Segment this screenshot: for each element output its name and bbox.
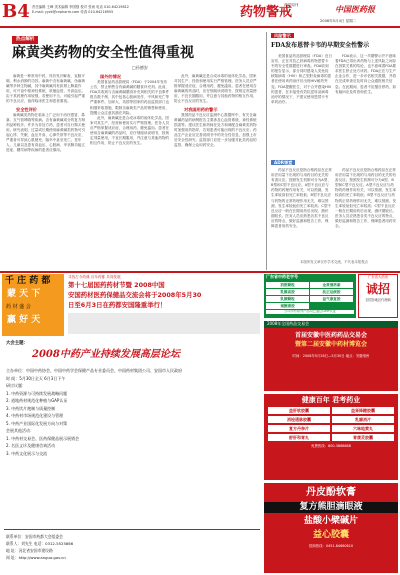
forum-title: 2008中药产业持续发展高层论坛: [32, 349, 180, 360]
masthead-info: 责任编辑 王峰 美术编辑 李国强 校对 张雨 电话 010-64219812 E-mail: yyzk@cnpharm.com 传真 010-64216955: [32, 5, 129, 14]
forum-line: 5. 中药产业国际化发展方向与对策: [6, 420, 68, 426]
product-grid: [266, 282, 354, 309]
left-article: [4, 32, 262, 270]
forum-line: 3. 中药饮片炮制与质量控制: [6, 405, 56, 411]
page-number: B4: [2, 1, 30, 22]
paper-logo: 中国医药报: [335, 4, 375, 14]
ad-qianzhuang: 千 庄 药 都 蒙 天 下 药 材 盛 会 赢 好 天: [2, 274, 64, 336]
product-cell: 乳腺高胶: [266, 289, 309, 295]
subhead-abroad: 国外的情况: [100, 74, 121, 79]
left-byline: □孙德安: [132, 65, 148, 70]
subhead-china: 对我国用药的警示: [184, 106, 218, 112]
left-column-2: 国外的情况 美国食品药品管理局（FDA）于2004年发布公告，禁止销售含有麻黄碱的膳食补充剂。此前，FDA共收到与含麻黄碱膳食补充剂相关的不良事件报告数千例，其中包括心脏病发作、中风和死亡等严重事件。加拿大、英国等国家的药品监管部门也相继采取措施，限制含麻黄类产品的销售和使用，提醒公众注意其潜在风险。 此外，麻黄碱还是合成冰毒的前体化学品，国家对其生产、经营和使用实行严格管理。医务人员应严格掌握适应症，合理用药，避免滥用。患者在使用含麻黄碱的药品时，应仔细阅读说明书，按规定剂量使用，不宜长期服用，并注意与其他药物的相互作用，防止不良反应的发生。: [90, 74, 170, 146]
drug-cell: 复方丹参片: [268, 425, 330, 432]
forum-line: 2. 名医义诊及健康咨询活动: [6, 443, 56, 448]
article-label: 热点解析: [12, 36, 38, 44]
right-article: [266, 32, 398, 270]
ad-recruitment: 广东省大药房 诚招 全国各地区代理商: [358, 274, 398, 318]
product-cell: 消银颗粒: [266, 282, 309, 288]
masthead-rule: [0, 26, 400, 28]
ad-danpi: 丹皮酚软膏 复方熊胆滴眼液 盐酸小檗碱片 益心胶囊 招商热线：0451-84660610: [264, 483, 398, 573]
forum-contact-box: [4, 529, 260, 569]
product-cell: 颈腰康胶: [266, 303, 309, 309]
issue-date: 2008年5月4日 星期二: [320, 19, 357, 23]
ad1-title: 千 庄 药 都: [5, 276, 51, 286]
forum-line: 3. 中药文化展示与交流: [6, 450, 48, 456]
forum-line: 2. 道地药材规范化种植与GAP认证: [6, 398, 68, 403]
disclaimer: 本版所发文章仅作学术交流，不代表本报观点: [300, 260, 368, 264]
ad-anhui-fair: 2008年全国药品交易会 首届安徽中医药药品交易会 暨第二届安徽中药材博览会 时间：2008年5月28日—5月30日 地点：安徽亳州: [264, 321, 398, 391]
drug-cell: 益肝软胶囊: [268, 407, 330, 414]
drug-cell: 六味地黄丸: [332, 425, 394, 432]
right-column-2: FDA表示，这一早期警示并不意味着FDA已得出该药物与上述风险之间存在因果关系的结论，也不意味着FDA要求医生停止处方该药。FDA正在与生产企业合作，进一步评估相关数据，并将在完成审查后及时向公众通报相关信息。在此期间，患者不应擅自停药，如有疑问应及时咨询医生。: [335, 54, 397, 94]
drug-cell: 舒肝和胃丸: [268, 434, 330, 441]
forum-line: 1. 中药材交易会、医药保健品展示展销会: [6, 435, 80, 441]
forum-line: 研讨议题：: [6, 383, 26, 388]
section-title: 药物警戒: [240, 5, 293, 20]
right-column-1: 美国食品药品管理局（FDA）近日宣布，正在对抗乙肝病毒药物恩替卡韦的安全性数据进行审查。FDA收到的报告显示，部分同时感染人类免疫缺陷病毒（HIV）和乙型肝炎病毒的患者在使用该药治疗后出现HIV耐药突变。FDA提醒医生，对于合并感染HIV的患者，在未接受有效抗逆转录病毒治疗的情况下，不建议使用恩替卡韦单药治疗。: [271, 54, 332, 104]
forum-details: [6, 367, 258, 457]
adr-column-1: 药品不良反应是指合格药品在正常用法用量下出现的与用药目的无关的有害反应。按照发生机制可分为A型、B型和C型不良反应。A型不良反应与药物的药理作用有关，可以预测，发生率较高但死亡率较低；B型不良反应与药物的正常药理作用无关，难以预测，发生率较低但死亡率较高；C型不良反应一般在长期用药后出现，潜伏期较长。医务人员应熟悉各类不良反应的特点，做好监测和报告工作，保障患者用药安全。: [271, 168, 332, 229]
contact-line: 联系人：刘先生 电话：0312-5525866: [6, 541, 74, 546]
contact-line: 联系单位：安国市药都大会组委会: [6, 534, 63, 539]
left-column-3: 此外，麻黄碱还是合成冰毒的前体化学品，国家对其生产、经营和使用实行严格管理。医务人员应严格掌握适应症，合理用药，避免滥用。患者在使用含麻黄碱的药品时，应仔细阅读说明书，按规定剂量使用，不宜长期服用，并注意与其他药物的相互作用，防止不良反应的发生。 对我国用药的警示 我国药品不良反应监测中心数据库中，有关含麻黄碱药品的病例报告主要涉及心血管系统、神经系统损害等。建议医生和药师在处方和调配含麻黄类药物时加强用药指导，告知患者可能出现的不良反应；药品生产企业应完善说明书中的安全性信息，加强上市后安全性研究；监管部门应进一步加强对此类药品的监管，确保公众用药安全。: [174, 74, 260, 268]
forum-line: 4. 中药材市场规范化建设与管理: [6, 413, 64, 418]
ads-rule: [0, 271, 400, 273]
drug-cell: 胃康灵胶囊: [332, 434, 394, 441]
product-cell: 扶正祛瘀胶: [310, 289, 353, 295]
forum-line: 主办单位：中国中药协会、中国中药学会保健产品专业委员会、中国药材集团公司、安国市人民政府: [6, 368, 182, 373]
drug-cell: 消栓通脉胶囊: [268, 416, 330, 423]
adr-column-2: 药品不良反应是指合格药品在正常用法用量下出现的与用药目的无关的有害反应。按照发生机制可分为A型、B型和C型不良反应。A型不良反应与药物的药理作用有关，可以预测，发生率较高但死亡率较低；B型不良反应与药物的正常药理作用无关，难以预测，发生率较低但死亡率较高；C型不良反应一般在长期用药后出现，潜伏期较长。医务人员应熟悉各类不良反应的特点，做好监测和报告工作，保障患者用药安全。: [335, 168, 397, 229]
forum-line: 1. 中药资源与可持续发展战略问题: [6, 390, 68, 396]
product-cell: 益气康复胶: [310, 296, 353, 302]
forum-line: 时 间：5月30日全天 6月3日下午: [6, 375, 66, 381]
ad-junkao: 健康百年 君考药业 益肝软胶囊 益肾降糖胶囊 消栓通脉胶囊 乳癖消片 复方丹参片 六味地黄丸 舒肝和胃丸 胃康灵胶囊 免费热线：800-3868688: [264, 394, 398, 480]
left-headline: 麻黄类药物的安全性值得重视: [12, 45, 194, 61]
drug-grid: [264, 404, 398, 444]
right-headline: FDA发布恩替卡韦的早期安全性警示: [271, 42, 370, 49]
product-cell: 乳腺颗粒: [266, 296, 309, 302]
masthead: [0, 0, 400, 28]
subhead-safety: 安全性评价: [16, 106, 37, 112]
drug-cell: 乳癖消片: [332, 416, 394, 423]
ad-guangdong-product: 广东省中药老字号 消银颗粒 金黄清洛素 乳腺高胶 扶正祛瘀胶 乳腺颗粒 益气康复胶 颈腰康胶 公司所有系列产品均已通过GMP认证: [264, 274, 356, 318]
ad-forum: 大会主题： 2008中药产业持续发展高层论坛 主办单位：中国中药协会、中国中药学会保健产品专业委员会、中国药材集团公司、安国市人民政府 时 间：5月30日全天 6月3日下午 研讨议题： 1. 中药资源与可持续发展战略问题 2. 道地药材规范化种植与GAP认证 3. 中药饮片炮制与质量控制 4. 中药材市场规范化建设与管理 5. 中药产业国际化发展方向与对策 会展其他活动： 1. 中药材交易会、医药保健品展示展销会 2. 名医义诊及健康咨询活动 3. 中药文化展示与交流 联系单位：安国市药都大会组委会 联系人：刘先生 电话：0312-5525866 地 址：河北省安国市建设路 网 址：http://www.anguo.gov.cn: [2, 339, 262, 573]
left-column-1: 麻黄是一种常用中药，具有发汗解表、宣肺平喘、利水消肿的功效。麻黄中含有麻黄碱、伪麻黄碱等多种生物碱，其中麻黄碱具有拟肾上腺素作用，可兴奋中枢神经系统，收缩血管，升高血压。由于其药理作用较强，若使用不当，可能引起严重的不良反应，值得临床医生和患者重视。 安全性评价 麻黄碱类药物在临床上广泛用于治疗感冒、鼻塞、支气管哮喘等疾病。含有麻黄碱成分的复方制剂品种较多，许多为非处方药，患者可自行购买使用。研究表明，过量或长期使用麻黄碱类药物可引起心悸、失眠、血压升高、心律失常等不良反应，严重者可导致心肌梗死、脑卒中甚至死亡。老年人、儿童以及患有高血压、心脏病、甲状腺功能亢进症、糖尿病等疾病的患者应慎用。: [6, 74, 86, 153]
adr-label: ADR课堂: [271, 160, 295, 165]
ad-anguo-expo: 寻找古今药典 百年药都 共同发展 第十七届国药药材节暨 2008中国 安国药材医药保健品交流会将于2008年5月30 日至6月3日在药都安国隆重举行！: [66, 274, 262, 336]
contact-line: 地 址：河北省安国市建设路: [6, 548, 53, 553]
edition-name: 药学周刊: [284, 3, 299, 7]
risk-label: 风险警示: [271, 33, 294, 38]
contact-line: 网 址：http://www.anguo.gov.cn: [6, 555, 66, 560]
drug-cell: 益肾降糖胶囊: [332, 407, 394, 414]
forum-line: 会展其他活动：: [6, 428, 34, 433]
product-cell: 金黄清洛素: [310, 282, 353, 288]
